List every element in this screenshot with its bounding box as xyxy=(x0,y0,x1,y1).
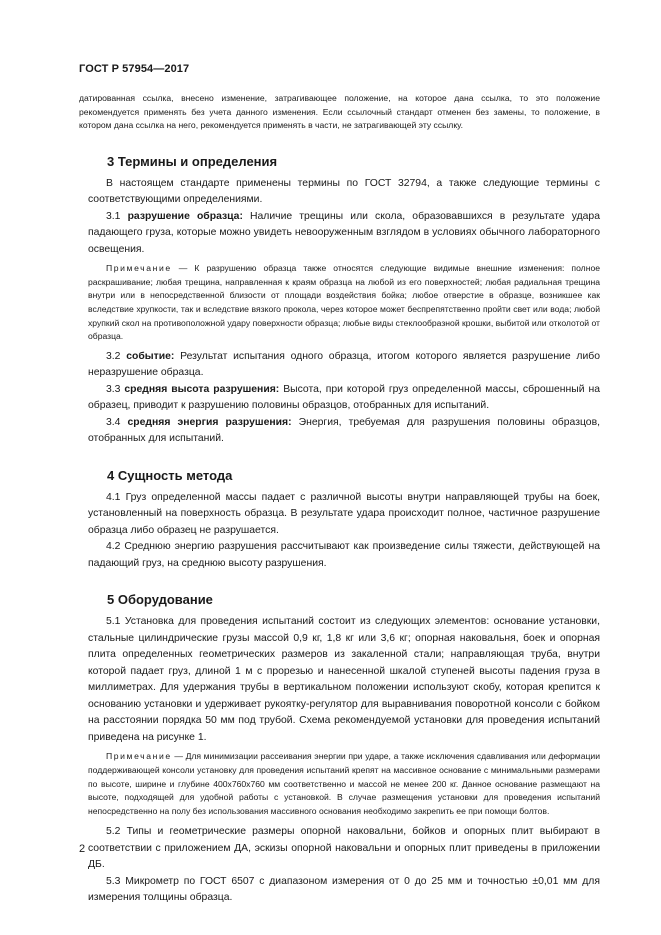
term-definition: Результат испытания одного образца, итогом которого является разрушение либо неразрушение образца. xyxy=(88,350,600,379)
note-text: — Для минимизации рассеивания энергии при ударе, а также исключения сдавливания или деформации поддерживающей консоли установку для проведения испытаний крепят на массивное основание с минимальными размерами по высоте, ширине и глубине 400x760x760 мм соответственно и массой не менее 200 кг. Данное основание размещают на высоте, подходящей для удобной работы с установкой. В случае размещения установки для проведения испытаний непосредственно на полу без использования массивного основания необходимо закрепить ее при помощи болтов. xyxy=(88,751,600,816)
term-name: событие: xyxy=(126,350,175,362)
section-3-lead: В настоящем стандарте применены термины по ГОСТ 32794, а также следующие термины с соответствующими определениями. xyxy=(88,177,600,206)
term-name: средняя энергия разрушения: xyxy=(127,416,292,428)
section-5-1: 5.1 Установка для проведения испытаний состоит из следующих элементов: основание установки, стальные цилиндрические грузы массой 0,9 кг, 1,8 кг или 3,6 кг; опорная наковальня, боек и опорная плита определенных геометрических размеров из закаленной стали; направляющая труба, внутри которой падает груз, длиной 1 м с прорезью и нанесенной шкалой ступеней высоты падения груза в миллиметрах. Для удержания трубы в вертикальном положении используют скобу, которая крепится к основанию установки и удерживает рукоятку-регулятор для выравнивания поворотной консоли с бойком на расстоянии порядка 50 мм под трубой. Схема рекомендуемой установки для проведения испытаний приведена на рисунке 1. xyxy=(88,616,600,743)
term-3-1 xyxy=(88,209,600,259)
section-5-heading: 5 Оборудование xyxy=(107,592,213,608)
term-name: разрушение образца: xyxy=(127,210,243,222)
term-number: 3.4 xyxy=(106,416,128,428)
note-1 xyxy=(88,262,600,344)
note-label: Примечание xyxy=(106,263,172,274)
note-2 xyxy=(88,750,600,818)
intro-paragraph: датированная ссылка, внесено изменение, затрагивающее положение, на которое дана ссылка, то это положение рекомендуется применять без учета данного изменения. Если ссылочный стандарт отменен без замены, то положение, в котором дана ссылка на него, рекомендуется применять в части, не затрагивающей эту ссылку. xyxy=(79,93,600,131)
term-number: 3.3 xyxy=(106,383,125,395)
section-5-3: 5.3 Микрометр по ГОСТ 6507 с диапазоном измерения от 0 до 25 мм и точностью ±0,01 мм для измерения толщины образца. xyxy=(88,875,600,904)
page-content xyxy=(79,92,600,907)
section-5-2: 5.2 Типы и геометрические размеры опорной наковальни, бойков и опорных плит выбирают в соответствии с приложением ДА, эскизы опорной наковальни и опорных плит приведены в приложении ДБ. xyxy=(88,826,600,871)
term-number: 3.2 xyxy=(106,350,127,362)
section-4-2: 4.2 Среднюю энергию разрушения рассчитывают как произведение силы тяжести, действующей на падающий груз, на среднюю высоту разрушения. xyxy=(88,541,600,569)
term-definition: Высота, при которой груз определенной массы, сброшенный на образец, приводит к разрушению половины образцов, отобранных для испытаний. xyxy=(88,383,600,412)
note-text: — К разрушению образца также относятся следующие видимые внешние изменения: полное раскрашивание; любая трещина, направленная к краям образца на любой из его поверхностей; любая радиальная трещина внутри или в непосредственной близости от площади воздействия бойка; любое отверстие в образце, возникшее как вследствие хрупкости, так и вследствие вязкого прокола, через которое может беспрепятственно пройти свет или вода; любой хрупкий скол на противоположной удару поверхности образца; любые виды стеклообразной крошки, выбитой или отколотой от образца. xyxy=(88,263,600,342)
page-number: 2 xyxy=(79,843,86,855)
standard-header: ГОСТ Р 57954—2017 xyxy=(79,63,190,75)
term-name: средняя высота разрушения: xyxy=(124,383,280,395)
section-3-heading: 3 Термины и определения xyxy=(107,153,278,169)
term-number: 3.1 xyxy=(106,210,128,222)
term-3-4 xyxy=(88,415,600,448)
term-3-2 xyxy=(88,349,600,382)
term-definition: Энергия, требуемая для разрушения половины образцов, отобранных для испытаний. xyxy=(88,416,600,445)
term-3-3 xyxy=(88,382,600,415)
note-label: Примечание xyxy=(106,751,172,762)
section-4-heading: 4 Сущность метода xyxy=(107,467,233,483)
term-definition: Наличие трещины или скола, образовавшихся в результате удара падающего груза, которые можно увидеть невооруженным взглядом в условиях обычного лабораторного освещения. xyxy=(88,210,600,255)
section-4-1: 4.1 Груз определенной массы падает с различной высоты внутри направляющей трубы на боек, установленный на поверхность образца. В результате удара происходит полное, частичное разрушение образца либо образец не разрушается. xyxy=(88,491,600,536)
